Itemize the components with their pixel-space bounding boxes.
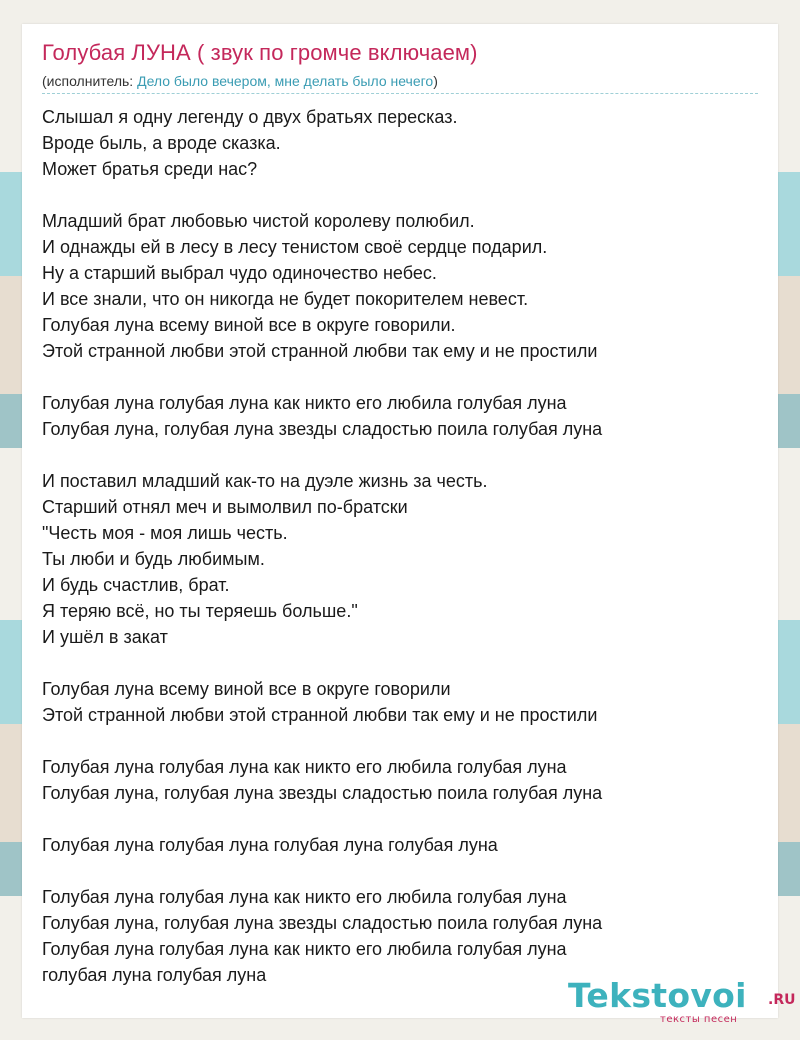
lyrics-stanza: [42, 884, 758, 988]
lyrics-line: И ушёл в закат: [42, 627, 168, 647]
lyrics-stanza: [42, 468, 758, 650]
lyrics-line: Этой странной любви этой странной любви так ему и не простили: [42, 705, 598, 725]
lyrics-line: Младший брат любовью чистой королеву полюбил.: [42, 211, 475, 231]
lyrics-line: Я теряю всё, но ты теряешь больше.": [42, 601, 358, 621]
lyrics-line: голубая луна голубая луна: [42, 965, 267, 985]
lyrics-text: [42, 104, 758, 1014]
lyrics-line: Голубая луна, голубая луна звезды сладостью поила голубая луна: [42, 783, 603, 803]
lyrics-line: И поставил младший как-то на дуэле жизнь за честь.: [42, 471, 488, 491]
lyrics-line: Голубая луна, голубая луна звезды сладостью поила голубая луна: [42, 419, 603, 439]
lyrics-stanza: [42, 104, 758, 182]
lyrics-line: Голубая луна голубая луна как никто его любила голубая луна: [42, 757, 567, 777]
lyrics-stanza: [42, 208, 758, 364]
lyrics-line: И однажды ей в лесу в лесу тенистом своё сердце подарил.: [42, 237, 548, 257]
site-logo[interactable]: [568, 976, 796, 1025]
lyrics-line: Ну а старший выбрал чудо одиночество небес.: [42, 263, 437, 283]
lyrics-stanza: [42, 676, 758, 728]
lyrics-line: "Честь моя - моя лишь честь.: [42, 523, 288, 543]
lyrics-line: Голубая луна голубая луна голубая луна голубая луна: [42, 835, 498, 855]
lyrics-line: Голубая луна голубая луна как никто его любила голубая луна: [42, 393, 567, 413]
lyrics-line: Голубая луна голубая луна как никто его любила голубая луна: [42, 887, 567, 907]
lyrics-line: Вроде быль, а вроде сказка.: [42, 133, 281, 153]
header-divider: [42, 93, 758, 94]
logo-name: Tekstovoi: [568, 976, 747, 1015]
song-title: Голубая ЛУНА ( звук по громче включаем): [42, 40, 478, 65]
lyrics-stanza: [42, 754, 758, 806]
lyrics-line: Голубая луна всему виной все в округе говорили.: [42, 315, 456, 335]
lyrics-line: Голубая луна голубая луна как никто его любила голубая луна: [42, 939, 567, 959]
lyrics-line: Старший отнял меч и вымолвил по-братски: [42, 497, 408, 517]
artist-link[interactable]: Дело было вечером, мне делать было нечего: [137, 73, 434, 89]
lyrics-line: И будь счастлив, брат.: [42, 575, 230, 595]
lyrics-stanza: [42, 832, 758, 858]
lyrics-line: Может братья среди нас?: [42, 159, 258, 179]
artist-line: [42, 73, 438, 89]
lyrics-line: Этой странной любви этой странной любви так ему и не простили: [42, 341, 598, 361]
lyrics-line: Голубая луна всему виной все в округе говорили: [42, 679, 451, 699]
logo-tagline: тексты песен: [660, 1014, 738, 1025]
logo-tld: .RU: [768, 992, 796, 1008]
lyrics-line: Слышал я одну легенду о двух братьях пересказ.: [42, 107, 458, 127]
artist-prefix: (исполнитель:: [42, 73, 138, 89]
lyrics-stanza: [42, 390, 758, 442]
artist-suffix: ): [433, 73, 438, 89]
lyrics-line: И все знали, что он никогда не будет покорителем невест.: [42, 289, 529, 309]
lyrics-card: [22, 24, 796, 1025]
lyrics-line: Ты люби и будь любимым.: [42, 549, 265, 569]
lyrics-line: Голубая луна, голубая луна звезды сладостью поила голубая луна: [42, 913, 603, 933]
